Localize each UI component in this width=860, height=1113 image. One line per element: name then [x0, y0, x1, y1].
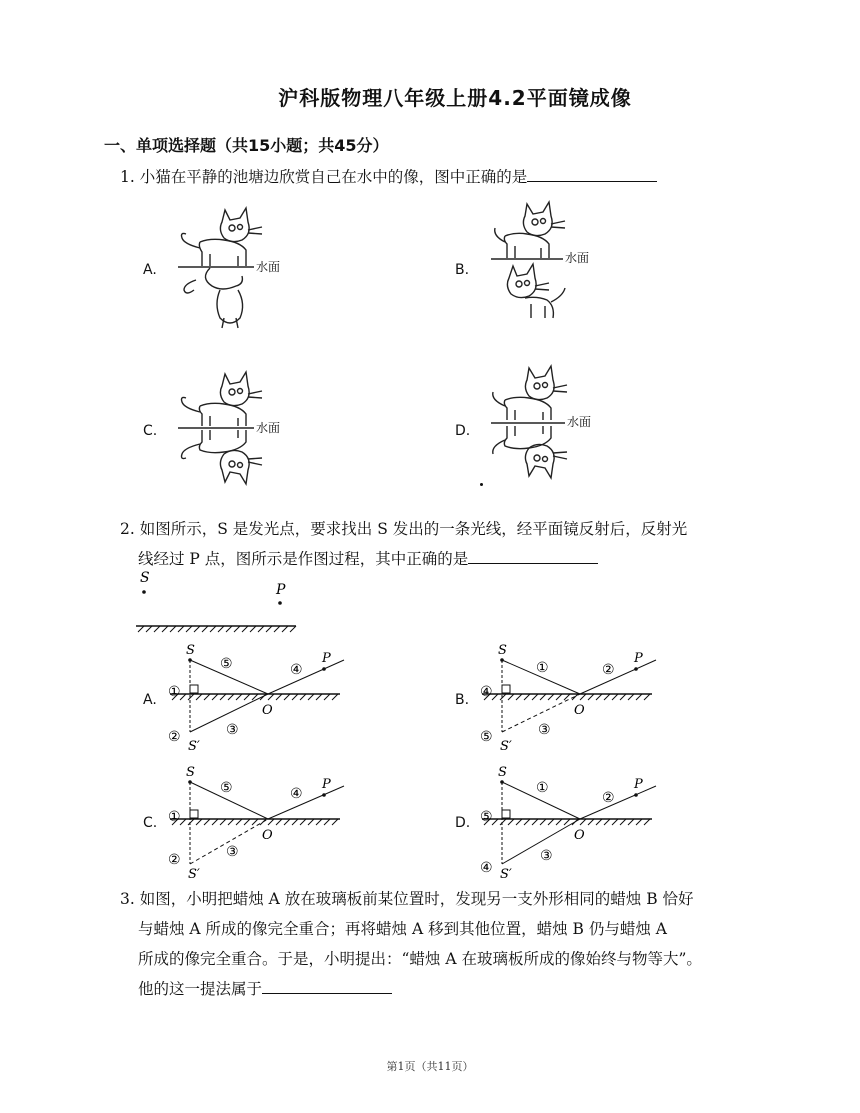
svg-text:P: P — [322, 777, 331, 792]
svg-text:①: ① — [168, 684, 181, 700]
svg-text:⑤: ⑤ — [480, 729, 493, 745]
svg-text:O: O — [262, 703, 273, 718]
svg-text:S: S — [498, 643, 507, 658]
svg-text:S′: S′ — [500, 739, 512, 754]
q2-stem-figure — [130, 568, 310, 638]
question-3-line-3: 所成的像完全重合。于是，小明提出：“蜡烛 A 在玻璃板所成的像始终与物等大”。 — [138, 950, 702, 968]
question-1 — [120, 162, 657, 192]
answer-blank-2[interactable] — [468, 562, 598, 564]
q2-diagram-b — [472, 638, 672, 758]
svg-text:O: O — [262, 828, 273, 843]
q1-option-c-label[interactable]: C. — [143, 423, 158, 439]
svg-text:⑤: ⑤ — [220, 780, 233, 796]
q2-option-d-label[interactable]: D. — [455, 815, 471, 831]
svg-text:S: S — [186, 643, 195, 658]
svg-text:S′: S′ — [188, 867, 200, 880]
cat-figure-d — [485, 362, 615, 487]
dot-mark — [480, 483, 483, 486]
svg-text:S: S — [186, 765, 195, 780]
water-label-c: 水面 — [256, 421, 281, 435]
svg-text:S: S — [498, 765, 507, 780]
answer-blank-3[interactable] — [262, 992, 392, 994]
cat-figure-a — [170, 200, 300, 335]
water-label-a: 水面 — [256, 260, 281, 274]
svg-text:P: P — [634, 777, 643, 792]
page-footer: 第1页（共11页） — [386, 1060, 474, 1073]
question-2-line-2: 线经过 P 点，图所示是作图过程，其中正确的是 — [138, 550, 469, 568]
svg-text:O: O — [574, 703, 585, 718]
question-3-line-2: 与蜡烛 A 所成的像完全重合；再将蜡烛 A 移到其他位置，蜡烛 B 仍与蜡烛 A — [138, 920, 667, 938]
svg-text:O: O — [574, 828, 585, 843]
question-3-line-4: 他的这一提法属于 — [138, 980, 263, 998]
q1-option-a-label[interactable]: A. — [143, 262, 157, 278]
svg-text:P: P — [322, 651, 331, 666]
water-label-b: 水面 — [565, 251, 590, 265]
question-2-line-1: 2. 如图所示，S 是发光点，要求找出 S 发出的一条光线，经平面镜反射后，反射光 — [120, 520, 688, 538]
svg-text:②: ② — [602, 662, 615, 678]
svg-text:④: ④ — [290, 662, 303, 678]
answer-blank-1[interactable] — [527, 180, 657, 182]
point-s-dot — [142, 590, 146, 594]
svg-text:④: ④ — [290, 786, 303, 802]
question-1-text: 1. 小猫在平静的池塘边欣赏自己在水中的像，图中正确的是 — [120, 168, 528, 186]
svg-text:④: ④ — [480, 684, 493, 700]
q1-option-b-label[interactable]: B. — [455, 262, 470, 278]
svg-text:P: P — [634, 651, 643, 666]
cat-figure-c — [170, 368, 300, 493]
svg-text:③: ③ — [538, 722, 551, 738]
water-label-d: 水面 — [567, 415, 592, 429]
point-p-label: P — [276, 582, 286, 598]
cat-figure-b — [485, 196, 615, 326]
question-3-line-1: 3. 如图，小明把蜡烛 A 放在玻璃板前某位置时，发现另一支外形相同的蜡烛 B 恰好 — [120, 890, 694, 908]
q2-option-c-label[interactable]: C. — [143, 815, 158, 831]
svg-text:①: ① — [536, 780, 549, 796]
svg-text:②: ② — [602, 790, 615, 806]
q2-diagram-d — [472, 760, 672, 880]
section-heading: 一、单项选择题（共15小题；共45分） — [104, 136, 389, 155]
svg-text:⑤: ⑤ — [480, 809, 493, 825]
point-s-label: S — [140, 570, 150, 586]
svg-text:③: ③ — [226, 722, 239, 738]
svg-text:S′: S′ — [500, 867, 512, 880]
page-title: 沪科版物理八年级上册4.2平面镜成像 — [278, 86, 632, 110]
question-2 — [120, 514, 687, 574]
svg-text:⑤: ⑤ — [220, 656, 233, 672]
q2-option-a-label[interactable]: A. — [143, 692, 157, 708]
q1-option-d-label[interactable]: D. — [455, 423, 471, 439]
svg-text:①: ① — [536, 660, 549, 676]
svg-text:②: ② — [168, 729, 181, 745]
q2-option-b-label[interactable]: B. — [455, 692, 470, 708]
svg-text:③: ③ — [226, 844, 239, 860]
question-3 — [120, 884, 702, 1004]
svg-text:③: ③ — [540, 848, 553, 864]
svg-text:①: ① — [168, 809, 181, 825]
svg-text:②: ② — [168, 852, 181, 868]
q2-diagram-a — [160, 638, 360, 758]
point-p-dot — [278, 601, 282, 605]
svg-text:④: ④ — [480, 860, 493, 876]
svg-text:S′: S′ — [188, 739, 200, 754]
q2-diagram-c — [160, 760, 360, 880]
